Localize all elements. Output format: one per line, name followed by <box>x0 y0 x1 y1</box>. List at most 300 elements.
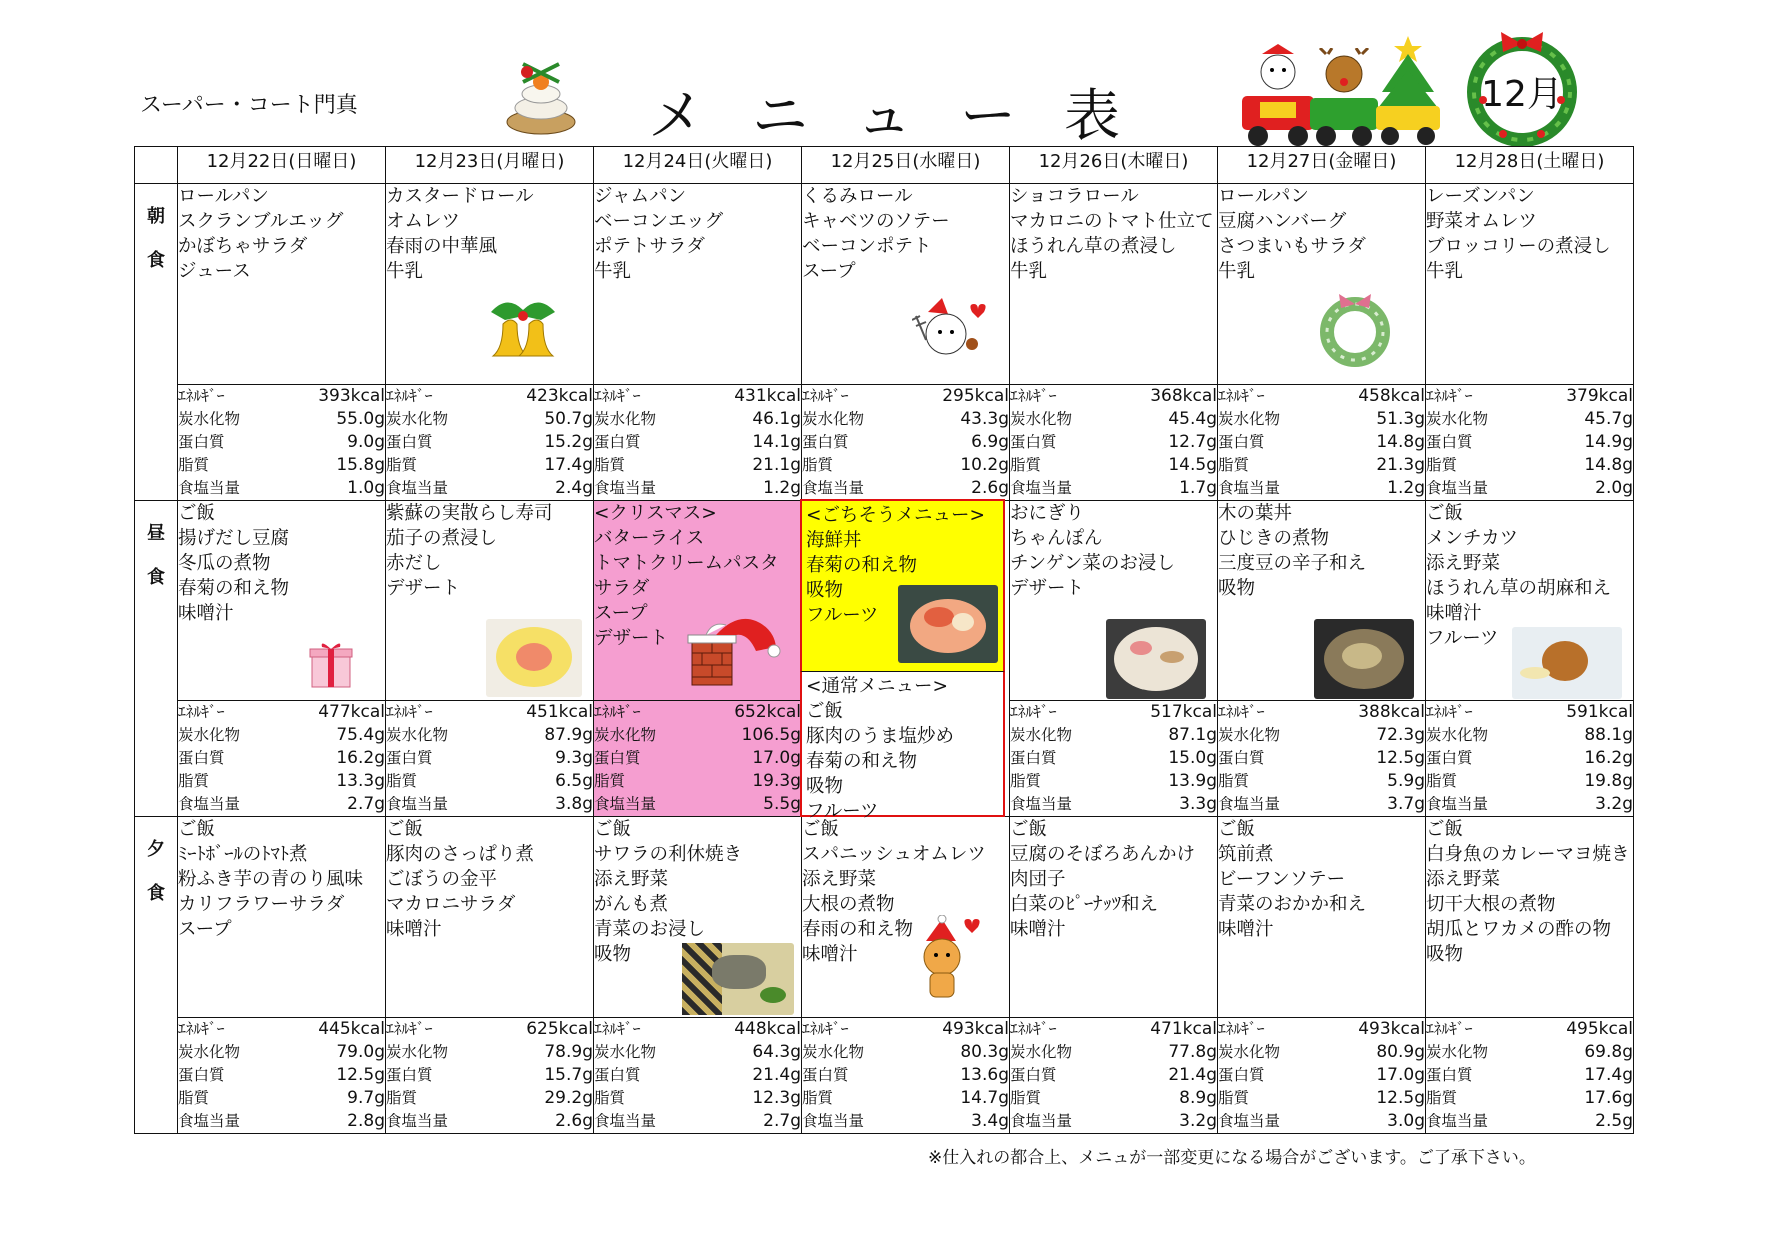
dish-item: 木の葉丼 <box>1218 503 1293 524</box>
nutrition-row <box>1218 477 1425 500</box>
nutrition-row <box>1010 793 1217 816</box>
nutrition-row <box>178 1041 385 1064</box>
nutrition-value: 458kcal <box>1358 386 1425 406</box>
nutrition-row <box>1010 477 1217 500</box>
nutrition-row <box>1426 1087 1633 1110</box>
dish-item: 吸物 <box>1426 944 1464 965</box>
lunch-dishes <box>1010 501 1218 701</box>
dinner-dishes <box>1426 817 1634 1018</box>
kaisendon-photo <box>898 585 998 663</box>
dish-item: かぼちゃサラダ <box>178 236 308 257</box>
dish-item: 添え野菜 <box>1426 553 1501 574</box>
dish-item: オムレツ <box>386 211 461 232</box>
breakfast-nutrition <box>1426 385 1634 501</box>
dish-item: メンチカツ <box>1426 528 1519 549</box>
dish-item: デザート <box>594 628 669 649</box>
lunch-dishes <box>594 501 802 701</box>
nutrition-row <box>386 454 593 477</box>
dinner-dishes <box>386 817 594 1018</box>
nutrition-label: 食塩当量 <box>1010 795 1073 813</box>
nutrition-row <box>1426 385 1633 408</box>
small-wreath-icon <box>1317 290 1393 370</box>
nutrition-row <box>1218 1110 1425 1133</box>
nutrition-row <box>594 477 801 500</box>
nutrition-row <box>802 385 1009 408</box>
dish-item: バターライス <box>594 528 705 549</box>
nutrition-label: 食塩当量 <box>1010 1112 1073 1130</box>
nutrition-row <box>1426 1110 1633 1133</box>
nutrition-value: 3.8g <box>555 794 593 814</box>
nutrition-label: 食塩当量 <box>178 795 241 813</box>
nutrition-value: 8.9g <box>1179 1088 1217 1108</box>
dish-item: くるみロール <box>802 186 913 207</box>
dish-item: 味噌汁 <box>1010 919 1066 940</box>
nutrition-row <box>1010 1041 1217 1064</box>
nutrition-row <box>1010 431 1217 454</box>
nutrition-label: ｴﾈﾙｷﾞｰ <box>386 387 433 405</box>
nutrition-label: 炭水化物 <box>178 726 241 744</box>
meal-label-lunch: 昼 食 <box>135 501 178 817</box>
nutrition-value: 495kcal <box>1566 1019 1633 1039</box>
nutrition-label: 食塩当量 <box>1426 479 1489 497</box>
dinner-nutrition <box>386 1018 594 1134</box>
lunch-nutrition <box>1426 701 1634 817</box>
nutrition-row <box>178 408 385 431</box>
page-title: メニュー表 <box>648 84 1168 149</box>
nutrition-label: 食塩当量 <box>1010 479 1073 497</box>
nutrition-label: ｴﾈﾙｷﾞｰ <box>594 703 641 721</box>
nutrition-value: 12.5g <box>1376 748 1425 768</box>
breakfast-dishes <box>1426 184 1634 385</box>
nutrition-row <box>802 1018 1009 1041</box>
dish-item: スクランブルエッグ <box>178 211 344 232</box>
nutrition-row <box>1218 747 1425 770</box>
santa-cat-icon <box>912 915 982 1005</box>
nutrition-label: 食塩当量 <box>1218 1112 1281 1130</box>
nutrition-value: 423kcal <box>526 386 593 406</box>
nutrition-row <box>802 477 1009 500</box>
nutrition-row <box>802 408 1009 431</box>
nutrition-row <box>802 431 1009 454</box>
nutrition-value: 6.5g <box>555 771 593 791</box>
dish-item: ご飯 <box>1426 819 1464 840</box>
nutrition-label: 脂質 <box>594 1089 626 1107</box>
nutrition-label: 脂質 <box>1010 1089 1042 1107</box>
chirashi-sushi-photo <box>486 619 582 697</box>
nutrition-row <box>594 1064 801 1087</box>
dish-item: 赤だし <box>386 553 442 574</box>
nutrition-value: 493kcal <box>1358 1019 1425 1039</box>
dinner-dishes <box>1010 817 1218 1018</box>
breakfast-nutrition <box>594 385 802 501</box>
nutrition-label: 食塩当量 <box>386 479 449 497</box>
nutrition-row <box>1010 454 1217 477</box>
nutrition-value: 3.2g <box>1595 794 1633 814</box>
nutrition-label: 炭水化物 <box>386 1043 449 1061</box>
dish-item: フルーツ <box>1426 628 1499 649</box>
nutrition-value: 13.9g <box>1168 771 1217 791</box>
nutrition-value: 6.9g <box>971 432 1009 452</box>
dish-item: <ごちそうメニュー> <box>806 505 986 526</box>
nutrition-label: 脂質 <box>1010 456 1042 474</box>
nutrition-label: 脂質 <box>594 456 626 474</box>
dish-item: 豚肉のさっぱり煮 <box>386 844 535 865</box>
nutrition-label: 食塩当量 <box>178 1112 241 1130</box>
dish-item: デザート <box>1010 578 1085 599</box>
nutrition-row <box>802 454 1009 477</box>
nutrition-row <box>1010 385 1217 408</box>
gochiso-menu <box>800 499 1005 671</box>
nutrition-label: 蛋白質 <box>802 1066 849 1084</box>
nutrition-label: 蛋白質 <box>1426 433 1473 451</box>
nutrition-label: ｴﾈﾙｷﾞｰ <box>178 1020 225 1038</box>
dish-item: ご飯 <box>1010 819 1048 840</box>
nutrition-row <box>1426 747 1633 770</box>
nutrition-value: 3.4g <box>971 1111 1009 1131</box>
breakfast-nutrition <box>386 385 594 501</box>
nutrition-label: 食塩当量 <box>802 1112 865 1130</box>
nutrition-value: 3.7g <box>1387 794 1425 814</box>
dish-item: デザート <box>386 578 461 599</box>
dish-item: スパニッシュオムレツ <box>802 844 986 865</box>
lunch-dishes-row <box>135 501 1634 701</box>
dish-item: カスタードロール <box>386 186 534 207</box>
nutrition-label: 食塩当量 <box>1426 1112 1489 1130</box>
nutrition-label: 脂質 <box>386 772 418 790</box>
dish-item: 揚げだし豆腐 <box>178 528 290 549</box>
nutrition-label: 炭水化物 <box>802 410 865 428</box>
nutrition-label: ｴﾈﾙｷﾞｰ <box>1426 1020 1473 1038</box>
dish-item: 味噌汁 <box>1218 919 1274 940</box>
dish-item: 白菜のﾋﾟｰﾅｯﾂ和え <box>1010 894 1159 915</box>
nutrition-row <box>1218 1018 1425 1041</box>
dish-item: ショコラロール <box>1010 186 1139 207</box>
date-header: 12月27日(金曜日) <box>1218 147 1426 184</box>
nutrition-label: 食塩当量 <box>594 1112 657 1130</box>
dish-item: サラダ <box>594 578 650 599</box>
nutrition-value: 17.4g <box>544 455 593 475</box>
dish-item: 吸物 <box>594 944 632 965</box>
nutrition-label: 炭水化物 <box>594 726 657 744</box>
nutrition-label: ｴﾈﾙｷﾞｰ <box>802 387 849 405</box>
nutrition-row <box>802 1064 1009 1087</box>
breakfast-dishes-row <box>135 184 1634 385</box>
dish-item: ベーコンエッグ <box>594 211 724 232</box>
nutrition-row <box>594 385 801 408</box>
christmas-bells-icon <box>481 290 565 364</box>
nutrition-value: 15.8g <box>336 455 385 475</box>
nutrition-value: 17.4g <box>1584 1065 1633 1085</box>
nutrition-value: 46.1g <box>752 409 801 429</box>
nutrition-value: 87.9g <box>544 725 593 745</box>
nutrition-row <box>802 1110 1009 1133</box>
dish-item: ご飯 <box>594 819 632 840</box>
nutrition-row <box>178 454 385 477</box>
nutrition-value: 368kcal <box>1150 386 1217 406</box>
nutrition-row <box>1010 1018 1217 1041</box>
dish-item: 春雨の和え物 <box>802 919 914 940</box>
nutrition-label: 蛋白質 <box>1010 749 1057 767</box>
nutrition-value: 14.5g <box>1168 455 1217 475</box>
breakfast-dishes <box>1010 184 1218 385</box>
month-label: 12月 <box>1481 74 1563 115</box>
nutrition-value: 3.3g <box>1179 794 1217 814</box>
nutrition-row <box>1010 701 1217 724</box>
nutrition-value: 1.7g <box>1179 478 1217 498</box>
nutrition-value: 16.2g <box>1584 748 1633 768</box>
dish-item: マカロニサラダ <box>386 894 516 915</box>
konohadon-photo <box>1314 619 1414 699</box>
nutrition-value: 2.5g <box>1595 1111 1633 1131</box>
nutrition-label: 脂質 <box>1426 456 1458 474</box>
nutrition-label: 脂質 <box>1426 772 1458 790</box>
nutrition-label: ｴﾈﾙｷﾞｰ <box>1010 1020 1057 1038</box>
regular-menu <box>800 671 1005 822</box>
dish-item: ご飯 <box>1218 819 1256 840</box>
nutrition-label: ｴﾈﾙｷﾞｰ <box>1218 387 1265 405</box>
nutrition-value: 5.5g <box>763 794 801 814</box>
nutrition-value: 15.2g <box>544 432 593 452</box>
nutrition-row <box>1218 793 1425 816</box>
nutrition-row <box>386 724 593 747</box>
nutrition-label: 蛋白質 <box>386 1066 433 1084</box>
nutrition-value: 9.7g <box>347 1088 385 1108</box>
nutrition-row <box>386 477 593 500</box>
menchikatsu-photo <box>1512 627 1622 699</box>
nutrition-label: 炭水化物 <box>1426 726 1489 744</box>
nutrition-value: 19.8g <box>1584 771 1633 791</box>
nutrition-value: 12.3g <box>752 1088 801 1108</box>
nutrition-row <box>178 477 385 500</box>
breakfast-dishes <box>386 184 594 385</box>
nutrition-label: 蛋白質 <box>386 749 433 767</box>
nutrition-value: 295kcal <box>942 386 1009 406</box>
nutrition-label: 蛋白質 <box>594 749 641 767</box>
nutrition-row <box>178 1087 385 1110</box>
nutrition-label: 蛋白質 <box>1218 749 1265 767</box>
nutrition-row <box>178 431 385 454</box>
dish-item: 春菊の和え物 <box>806 555 918 576</box>
nutrition-value: 77.8g <box>1168 1042 1217 1062</box>
nutrition-label: 炭水化物 <box>1218 726 1281 744</box>
nutrition-value: 16.2g <box>336 748 385 768</box>
nutrition-value: 12.7g <box>1168 432 1217 452</box>
nutrition-row <box>594 793 801 816</box>
nutrition-value: 379kcal <box>1566 386 1633 406</box>
dinner-nutrition <box>1010 1018 1218 1134</box>
nutrition-label: 蛋白質 <box>594 433 641 451</box>
breakfast-nutrition-row <box>135 385 1634 501</box>
dish-item: ご飯 <box>178 819 216 840</box>
nutrition-value: 388kcal <box>1358 702 1425 722</box>
dish-item: ロールパン <box>1218 186 1309 207</box>
nutrition-row <box>1218 454 1425 477</box>
nutrition-row <box>1426 477 1633 500</box>
date-header-row <box>135 147 1634 184</box>
dinner-nutrition <box>1426 1018 1634 1134</box>
nutrition-row <box>386 431 593 454</box>
breakfast-dishes <box>802 184 1010 385</box>
dish-item: ジュース <box>178 261 251 282</box>
dish-item: 味噌汁 <box>386 919 442 940</box>
nutrition-value: 2.6g <box>555 1111 593 1131</box>
nutrition-label: 食塩当量 <box>1218 479 1281 497</box>
dish-item: 野菜オムレツ <box>1426 211 1538 232</box>
corner-cell <box>135 147 178 184</box>
dinner-nutrition <box>594 1018 802 1134</box>
dish-item: レーズンパン <box>1426 186 1535 207</box>
nutrition-row <box>386 1064 593 1087</box>
nutrition-label: 脂質 <box>178 772 210 790</box>
nutrition-value: 14.8g <box>1584 455 1633 475</box>
reindeer-train-icon <box>1306 48 1382 148</box>
nutrition-label: 炭水化物 <box>178 1043 241 1061</box>
nutrition-row <box>594 770 801 793</box>
dish-item: 春菊の和え物 <box>806 751 918 772</box>
nutrition-row <box>802 1087 1009 1110</box>
nutrition-row <box>1218 1041 1425 1064</box>
nutrition-row <box>386 408 593 431</box>
dish-item: 豆腐ハンバーグ <box>1218 211 1347 232</box>
dish-item: ビーフンソテー <box>1218 869 1346 890</box>
nutrition-row <box>178 701 385 724</box>
nutrition-label: 蛋白質 <box>1426 1066 1473 1084</box>
nutrition-label: 炭水化物 <box>594 1043 657 1061</box>
nutrition-row <box>594 701 801 724</box>
breakfast-nutrition <box>1010 385 1218 501</box>
nutrition-row <box>386 1018 593 1041</box>
dish-item: 牛乳 <box>1010 261 1048 282</box>
nutrition-row <box>386 1087 593 1110</box>
meal-label-dinner: 夕 食 <box>135 817 178 1134</box>
nutrition-value: 3.0g <box>1387 1111 1425 1131</box>
lunch-dishes <box>1426 501 1634 701</box>
date-header: 12月26日(木曜日) <box>1010 147 1218 184</box>
nutrition-label: 脂質 <box>178 456 210 474</box>
nutrition-value: 2.8g <box>347 1111 385 1131</box>
dish-item: フルーツ <box>806 801 879 822</box>
dish-item: 吸物 <box>1218 578 1256 599</box>
nutrition-row <box>1218 431 1425 454</box>
nutrition-value: 2.7g <box>763 1111 801 1131</box>
nutrition-row <box>178 747 385 770</box>
nutrition-label: 食塩当量 <box>594 795 657 813</box>
nutrition-row <box>1426 1041 1633 1064</box>
nutrition-row <box>1218 701 1425 724</box>
nutrition-label: 蛋白質 <box>178 433 225 451</box>
nutrition-row <box>1218 1087 1425 1110</box>
nutrition-value: 80.3g <box>960 1042 1009 1062</box>
nutrition-value: 493kcal <box>942 1019 1009 1039</box>
dish-item: 筑前煮 <box>1218 844 1274 865</box>
dish-item: ご飯 <box>802 819 840 840</box>
dinner-dishes <box>1218 817 1426 1018</box>
nutrition-value: 19.3g <box>752 771 801 791</box>
nutrition-label: 脂質 <box>1010 772 1042 790</box>
nutrition-value: 55.0g <box>336 409 385 429</box>
nutrition-value: 9.3g <box>555 748 593 768</box>
nutrition-value: 21.3g <box>1376 455 1425 475</box>
nutrition-label: 炭水化物 <box>1218 1043 1281 1061</box>
nutrition-row <box>594 1087 801 1110</box>
dish-item: 茄子の煮浸し <box>386 528 498 549</box>
dish-item: 牛乳 <box>594 261 632 282</box>
nutrition-value: 591kcal <box>1566 702 1633 722</box>
nutrition-value: 1.2g <box>763 478 801 498</box>
nutrition-value: 10.2g <box>960 455 1009 475</box>
nutrition-value: 78.9g <box>544 1042 593 1062</box>
dish-item: 豚肉のうま塩炒め <box>806 726 955 747</box>
nutrition-row <box>1010 724 1217 747</box>
dish-item: ごぼうの金平 <box>386 869 498 890</box>
nutrition-row <box>1010 1087 1217 1110</box>
lunch-dishes <box>178 501 386 701</box>
nutrition-label: 食塩当量 <box>178 479 241 497</box>
nutrition-label: 蛋白質 <box>178 1066 225 1084</box>
nutrition-value: 64.3g <box>752 1042 801 1062</box>
nutrition-value: 21.1g <box>752 455 801 475</box>
nutrition-value: 15.0g <box>1168 748 1217 768</box>
nutrition-row <box>1010 1064 1217 1087</box>
nutrition-row <box>1426 770 1633 793</box>
dish-item: 味噌汁 <box>178 603 234 624</box>
nutrition-row <box>594 724 801 747</box>
dish-item: 胡瓜とワカメの酢の物 <box>1426 919 1612 940</box>
nutrition-value: 652kcal <box>734 702 801 722</box>
dish-item: ご飯 <box>386 819 424 840</box>
nutrition-value: 451kcal <box>526 702 593 722</box>
dish-item: チンゲン菜のお浸し <box>1010 553 1175 574</box>
nutrition-value: 43.3g <box>960 409 1009 429</box>
lunch-dishes <box>1218 501 1426 701</box>
nutrition-label: 蛋白質 <box>802 433 849 451</box>
dinner-nutrition <box>1218 1018 1426 1134</box>
nutrition-value: 1.0g <box>347 478 385 498</box>
nutrition-label: ｴﾈﾙｷﾞｰ <box>178 703 225 721</box>
dinner-dishes <box>178 817 386 1018</box>
nutrition-value: 21.4g <box>1168 1065 1217 1085</box>
dish-item: 大根の煮物 <box>802 894 895 915</box>
nutrition-row <box>386 770 593 793</box>
dish-item: 切干大根の煮物 <box>1426 894 1556 915</box>
breakfast-dishes <box>1218 184 1426 385</box>
nutrition-value: 471kcal <box>1150 1019 1217 1039</box>
dish-item: <通常メニュー> <box>806 676 949 697</box>
dish-item: 吸物 <box>806 776 844 797</box>
dish-item: ﾐｰﾄﾎﾞｰﾙのﾄﾏﾄ煮 <box>178 844 308 865</box>
nutrition-label: 食塩当量 <box>802 479 865 497</box>
gift-box-icon <box>308 639 354 689</box>
nutrition-row <box>1426 408 1633 431</box>
dish-item: 牛乳 <box>1218 261 1256 282</box>
nutrition-value: 15.7g <box>544 1065 593 1085</box>
nutrition-label: 脂質 <box>1218 456 1250 474</box>
dish-item: ほうれん草の煮浸し <box>1010 236 1177 257</box>
nutrition-label: 蛋白質 <box>1218 1066 1265 1084</box>
dish-item: 味噌汁 <box>1426 603 1482 624</box>
nutrition-value: 5.9g <box>1387 771 1425 791</box>
dish-item: サワラの利休焼き <box>594 844 743 865</box>
dish-item: 豆腐のそぼろあんかけ <box>1010 844 1196 865</box>
nutrition-row <box>1426 1064 1633 1087</box>
nutrition-row <box>1426 701 1633 724</box>
nutrition-row <box>1426 724 1633 747</box>
nutrition-row <box>594 454 801 477</box>
nutrition-row <box>386 793 593 816</box>
nutrition-value: 448kcal <box>734 1019 801 1039</box>
nutrition-value: 2.7g <box>347 794 385 814</box>
nutrition-label: ｴﾈﾙｷﾞｰ <box>1218 703 1265 721</box>
